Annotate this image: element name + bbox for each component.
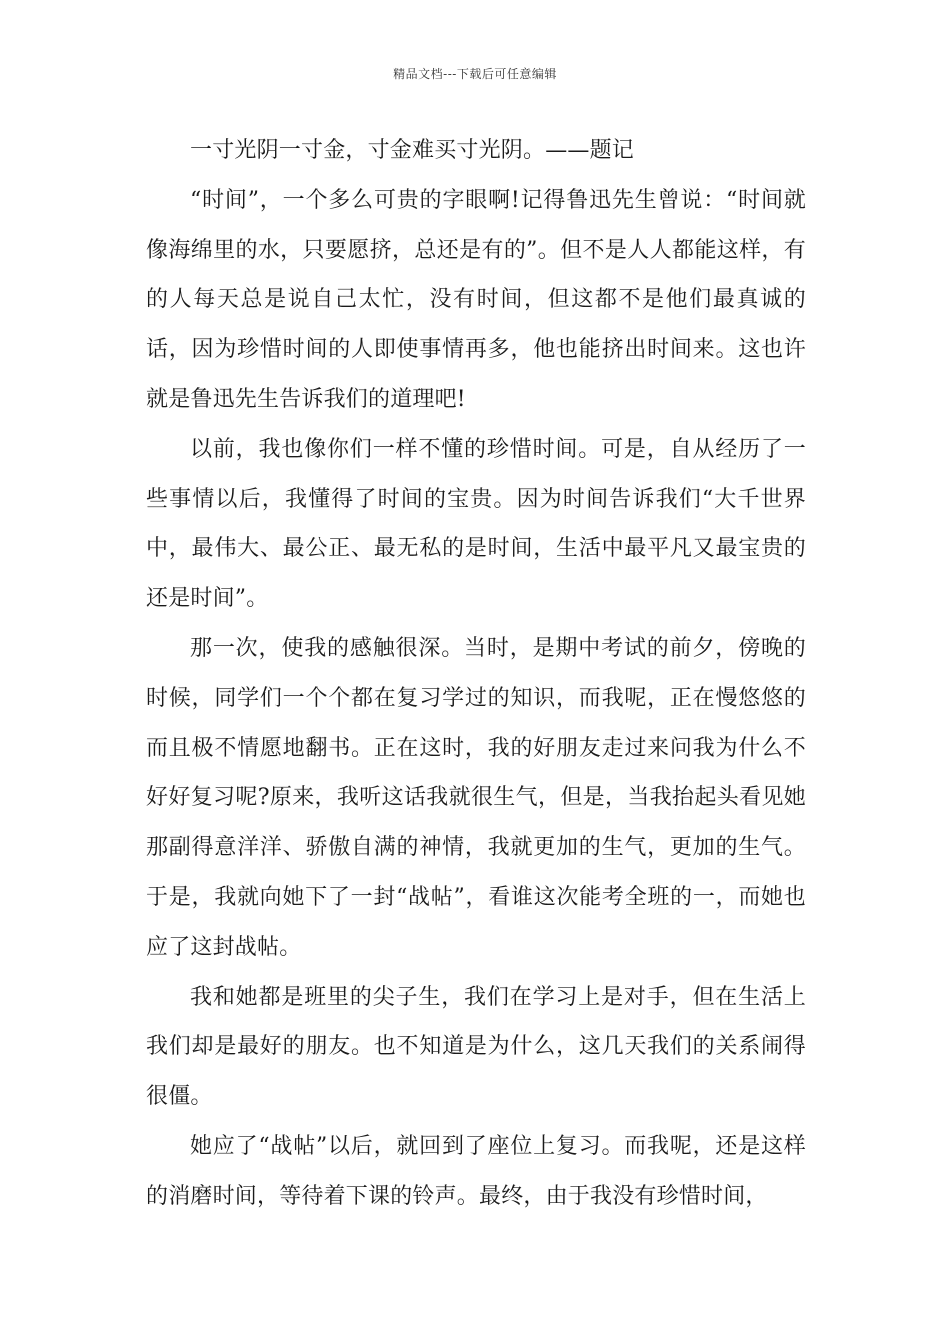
document-body	[146, 126, 806, 1222]
paragraph: “时间”，一个多么可贵的字眼啊!记得鲁迅先生曾说：“时间就像海绵里的水，只要愿挤，总还是有的”。但不是人人都能这样，有的人每天总是说自己太忙，没有时间，但这都不是他们最真诚的话，因为珍惜时间的人即使事情再多，他也能挤出时间来。这也许就是鲁迅先生告诉我们的道理吧!	[146, 187, 806, 412]
epigraph-paragraph: 一寸光阴一寸金，寸金难买寸光阴。——题记	[190, 138, 635, 163]
page-header: 精品文档---下载后可任意编辑	[393, 67, 557, 81]
paragraph: 那一次，使我的感触很深。当时，是期中考试的前夕，傍晚的时候，同学们一个个都在复习学过的知识，而我呢，正在慢悠悠的而且极不情愿地翻书。正在这时，我的好朋友走过来问我为什么不好好复习呢?原来，我听这话我就很生气，但是，当我抬起头看见她那副得意洋洋、骄傲自满的神情，我就更加的生气，更加的生气。于是，我就向她下了一封“战帖”，看谁这次能考全班的一，而她也应了这封战帖。	[146, 635, 806, 960]
paragraph: 她应了“战帖”以后，就回到了座位上复习。而我呢，还是这样的消磨时间，等待着下课的铃声。最终，由于我没有珍惜时间，	[146, 1133, 806, 1209]
paragraph: 我和她都是班里的尖子生，我们在学习上是对手，但在生活上我们却是最好的朋友。也不知道是为什么，这几天我们的关系闹得很僵。	[146, 984, 806, 1110]
paragraph: 以前，我也像你们一样不懂的珍惜时间。可是，自从经历了一些事情以后，我懂得了时间的宝贵。因为时间告诉我们“大千世界中，最伟大、最公正、最无私的是时间，生活中最平凡又最宝贵的还是时间”。	[146, 436, 806, 612]
